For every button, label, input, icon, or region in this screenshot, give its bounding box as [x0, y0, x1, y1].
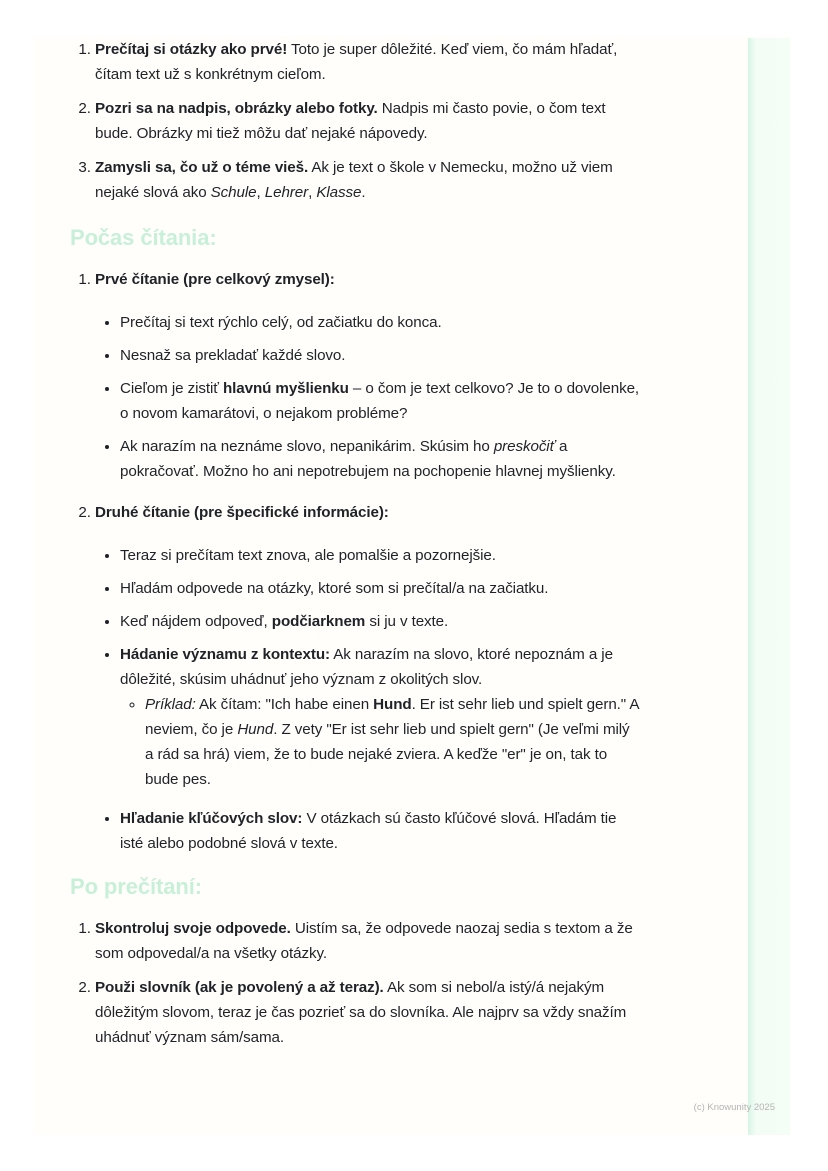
during-reading-list — [70, 267, 640, 856]
copyright-footer: (c) Knowunity 2025 — [693, 1102, 775, 1113]
bullet-text: Nesnaž sa prekladať každé slovo. — [120, 347, 346, 364]
list-item — [95, 37, 640, 87]
list-item-first-reading — [95, 267, 640, 484]
example-word: Lehrer — [264, 184, 309, 201]
example-text: . Z vety "Er ist sehr lieb und spielt gern" (Je veľmi milý a rád sa hrá) viem, že to bude nejaké zviera. A keďže "er" je on, tak to bude pes. — [145, 721, 630, 788]
bullet-text: – o čom je text celkovo? Je to o dovolenke, o novom kamarátovi, o nejakom probléme? — [120, 380, 640, 422]
bullet-item — [120, 310, 640, 335]
item-title: Prvé čítanie (pre celkový zmysel): — [95, 271, 335, 288]
item-bold-lead: Pozri sa na nadpis, obrázky alebo fotky. — [95, 100, 378, 117]
example-word: Klasse — [316, 184, 362, 201]
bullet-bold: hlavnú myšlienku — [222, 380, 349, 397]
item-bold-lead: Skontroluj svoje odpovede. — [95, 920, 291, 937]
bullet-text: Ak narazím na slovo, ktoré nepoznám a je dôležité, skúsim uhádnuť jeho význam z okolitých slov. — [120, 646, 613, 688]
decorative-side-stripe — [748, 38, 790, 1135]
bullet-item — [120, 343, 640, 368]
bullet-item — [120, 576, 640, 601]
bullet-text: Teraz si prečítam text znova, ale pomalšie a pozornejšie. — [120, 547, 496, 564]
list-item — [95, 155, 640, 205]
list-item-second-reading — [95, 500, 640, 856]
bullet-list — [95, 310, 640, 484]
bullet-item — [120, 609, 640, 634]
section-heading-after: Po prečítaní: — [70, 874, 202, 899]
separator: , — [308, 184, 317, 201]
item-text: Toto je super dôležité. Keď viem, čo mám hľadať, čítam text už s konkrétnym cieľom. — [95, 41, 618, 83]
list-item — [95, 916, 640, 966]
bullet-text: Keď nájdem odpoveď, — [120, 613, 272, 630]
item-text: Ak je text o škole v Nemecku, možno už viem nejaké slová ako — [95, 159, 613, 201]
item-bold-lead: Zamysli sa, čo už o téme vieš. — [95, 159, 309, 176]
bullet-item — [120, 806, 640, 856]
bullet-item — [120, 642, 640, 792]
example-label: Príklad: — [145, 696, 196, 713]
item-text: Nadpis mi často povie, o čom text bude. Obrázky mi tiež môžu dať nejaké nápovedy. — [95, 100, 606, 142]
separator: , — [256, 184, 265, 201]
example-text: . Er ist sehr lieb und spielt gern." A neviem, čo je — [145, 696, 639, 738]
bullet-text: Cieľom je zistiť — [120, 380, 223, 397]
period: . — [361, 184, 366, 201]
item-bold-lead: Použi slovník (ak je povolený a až teraz). — [95, 979, 384, 996]
example-italic: Hund — [237, 721, 274, 738]
bullet-text: V otázkach sú často kľúčové slová. Hľadám tie isté alebo podobné slová v texte. — [120, 810, 617, 852]
item-title: Druhé čítanie (pre špecifické informácie): — [95, 504, 389, 521]
document-content — [70, 37, 640, 1059]
item-bold-lead: Prečítaj si otázky ako prvé! — [95, 41, 288, 58]
example-bold: Hund — [373, 696, 412, 713]
sub-bullet-item-example — [145, 692, 640, 792]
bullet-item — [120, 543, 640, 568]
bullet-bold: podčiarknem — [271, 613, 366, 630]
sub-bullet-list — [120, 692, 640, 792]
item-text: Uistím sa, že odpovede naozaj sedia s textom a že som odpovedal/a na všetky otázky. — [95, 920, 633, 962]
bullet-bold: Hľadanie kľúčových slov: — [120, 810, 303, 827]
example-text: Ak čítam: "Ich habe einen — [195, 696, 374, 713]
bullet-item — [120, 376, 640, 426]
bullet-bold: Hádanie významu z kontextu: — [120, 646, 330, 663]
list-item — [95, 96, 640, 146]
bullet-text: a pokračovať. Možno ho ani nepotrebujem na pochopenie hlavnej myšlienky. — [120, 438, 616, 480]
bullet-item — [120, 434, 640, 484]
item-text: Ak som si nebol/a istý/á nejakým dôležitým slovom, teraz je čas pozrieť sa do slovníka. Ale najprv sa vždy snažím uhádnuť význam sám/sama. — [95, 979, 627, 1046]
after-reading-list — [70, 916, 640, 1050]
before-reading-list — [70, 37, 640, 205]
bullet-text: Hľadám odpovede na otázky, ktoré som si prečítal/a na začiatku. — [120, 580, 549, 597]
example-word: Schule — [210, 184, 257, 201]
section-heading-during: Počas čítania: — [70, 225, 217, 250]
bullet-text: Ak narazím na neznáme slovo, nepanikárim. Skúsim ho — [120, 438, 494, 455]
list-item — [95, 975, 640, 1050]
bullet-text: si ju v texte. — [365, 613, 449, 630]
bullet-italic: preskočiť — [493, 438, 555, 455]
bullet-text: Prečítaj si text rýchlo celý, od začiatku do konca. — [120, 314, 442, 331]
bullet-list — [95, 543, 640, 856]
